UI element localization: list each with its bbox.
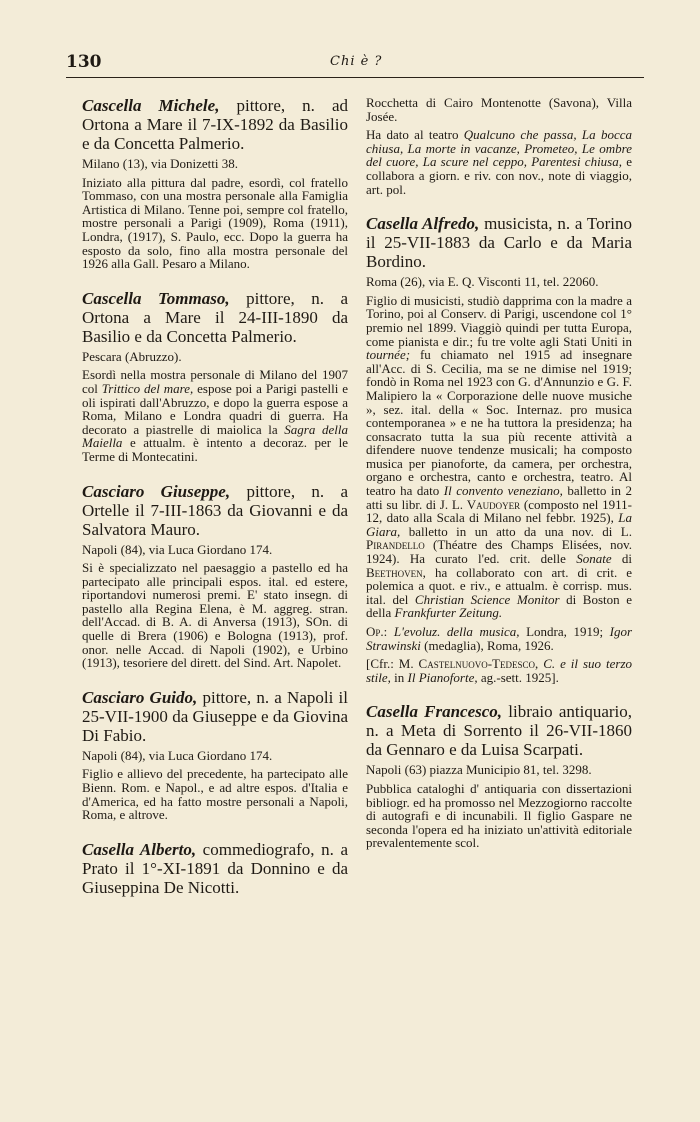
page-number: 130 [66, 52, 102, 72]
publication-title: Christian Science Monitor [414, 591, 560, 607]
entry-name: Casciaro Giuseppe, [82, 481, 231, 501]
bio-text: e collabora a giorn. e riv. con nov., note di viaggio, art. pol. [366, 154, 632, 197]
person-name: Vaudoyer [466, 496, 521, 512]
entry-name: Casella Francesco, [366, 702, 503, 722]
bio-text: fu chiamato nel 1915 ad insegnare all'Acc. di S. Cecilia, ma se ne dimise nel 1919; fondò in Roma nel 1923 con G. d'Annunzio e G. F. Malipiero la « Corporazione delle nuove musiche », sez. ital. della « Soc. Internaz. pro musica contemporanea » e ne ha tuttora la presidenza; ha consacrato tutta la sua più recente attività a difendere nuove tendenze musicali; ha composto musica per pianoforte, da camera, per orchestra, organo e orchestra, canto e orchestra, teatro. Al teatro ha dato [366, 347, 632, 499]
entry-heading [82, 289, 348, 346]
work-title: Trittico del mare, [101, 380, 194, 396]
entry-address: Napoli (84), via Luca Giordano 174. [82, 747, 273, 763]
bio-text: balletto in 2 atti su libr. di J. L. [366, 483, 632, 512]
entry-heading-text: libraio antiquario, n. a Meta di Sorrento il 26-VII-1860 da Gennaro e da Luisa Scarpati. [366, 702, 633, 760]
bio-text: (composto nel 1911-12, dato alla Scala di Milano nel febbr. 1925), [366, 496, 632, 526]
entry-heading [82, 482, 348, 539]
person-name: Pirandello [366, 537, 425, 553]
entry-biography [366, 128, 632, 196]
work-title: Sagra della Maiella [82, 421, 348, 451]
entry-heading [82, 96, 348, 153]
entry-biography: Si è specializzato nel paesaggio a pastello ed ha partecipato alle principali espos. ital. ed estere, riportandovi numerosi premi. E' stato insegn. di pastello alla Regina Elena, è M. aggreg. stran. dell'Accad. di B. A. di Anversa (1913), SOn. di quelle di Brera (1906) e Bologna (1913), prof. onor. nelle Accad. di Napoli (1902), e Urbino (1913), tesoriere del dirett. del Sind. Art. Napolet. [82, 560, 348, 671]
bio-text: [Cfr.: M. [366, 656, 419, 672]
entry-name: Casella Alfredo, [366, 214, 480, 234]
entry-name: Cascella Michele, [82, 96, 220, 115]
entry-references [366, 657, 632, 684]
work-title: Il convento veneziano, [443, 483, 563, 499]
entry-heading [366, 214, 632, 271]
bio-text: e attualm. è intento a decoraz. per le Terme di Montecatini. [82, 435, 348, 464]
entry-biography: Figlio e allievo del precedente, ha partecipato alle Bienn. Rom. e Napol., e ad altre espos. d'Italia e d'America, ed ha fatto mostre personali a Napoli, Roma, e altrove. [82, 766, 348, 823]
bio-text: ag.-sett. 1925]. [477, 669, 559, 685]
entry-name: Casella Alberto, [82, 839, 197, 859]
work-titles: Qualcuno che passa, La bocca chiusa, La morte in vacanze, Prometeo, Le ombre del cuore, La scure nel ceppo, Parentesi chiusa, [366, 127, 632, 170]
running-title: Chi è ? [330, 54, 383, 69]
entry-heading-text: commediografo, n. a Prato il 1°-XI-1891 da Donnino e da Giuseppina De Nicotti. [82, 839, 348, 897]
bio-text: (Théatre des Champs Elisées, nov. 1924). Ha curato l'ed. crit. delle [366, 537, 632, 567]
works-label: Op.: [366, 624, 388, 639]
entry-casella-alberto [82, 840, 348, 897]
header-rule [66, 77, 644, 78]
entry-biography [366, 294, 632, 620]
entry-biography [82, 368, 348, 463]
entry-heading-text: pittore, n. a Ortona a Mare il 24-III-1890 da Basilio e da Concetta Palmerio. [82, 288, 348, 346]
entry-address: Roma (26), via E. Q. Visconti 11, tel. 22060. [366, 274, 599, 290]
entry-cascella-michele [82, 96, 348, 271]
entry-heading-text: pittore, n. a Ortelle il 7-III-1863 da Giovanni e da Salvatora Mauro. [82, 481, 349, 539]
entry-heading [82, 688, 348, 745]
publication-title: Frankfurter Zeitung. [394, 605, 503, 621]
italic-term: tournée; [366, 347, 411, 363]
bio-text: Londra, 1919; [519, 624, 610, 639]
bio-text: balletto in un atto da una nov. di L. [400, 523, 632, 539]
entry-biography: Pubblica cataloghi d' antiquaria con dissertazioni bibliogr. ed ha promosso nel Mezzogiorno raccolte di autografi e di incunabili. Il figlio Gaspare ne seconda l'opera ed ha iniziato un'attività editoriale prevalentemente scol. [366, 780, 632, 851]
work-title: Igor Strawinski [366, 624, 633, 653]
entry-name: Cascella Tommaso, [82, 288, 230, 308]
entry-address: Napoli (84), via Luca Giordano 174. [82, 541, 273, 557]
entry-casella-alfredo [366, 214, 632, 684]
bio-text: Ha dato al teatro [366, 127, 464, 143]
entry-casella-francesco [366, 702, 632, 850]
entry-heading-text: pittore, n. ad Ortona a Mare il 7-IX-1892 da Basilio e da Concetta Palmerio. [82, 96, 348, 153]
person-name: Castelnuovo-Tedesco, [418, 656, 539, 672]
entry-heading-text: pittore, n. a Napoli il 25-VII-1900 da Giuseppe e da Giovina Di Fabio. [82, 687, 348, 745]
entry-address: Pescara (Abruzzo). [82, 348, 182, 364]
entry-heading [82, 840, 348, 897]
left-column [82, 96, 348, 915]
bio-text: Figlio di musicisti, studiò dapprima con la madre a Torino, poi al Conserv. di Parigi, uscendone col 1° premio nel 1899. Viaggiò quindi per tutta Europa, come pianista e dir.; fu tre volte agli Stati Uniti in [366, 292, 632, 349]
publication-title: Il Pianoforte, [407, 669, 478, 685]
entry-cascella-tommaso [82, 289, 348, 464]
entry-address: Napoli (63) piazza Municipio 81, tel. 3298. [366, 762, 592, 778]
work-title: C. e il suo terzo stile, [366, 656, 632, 685]
entry-name: Casciaro Guido, [82, 687, 198, 707]
entry-casciaro-guido [82, 688, 348, 822]
bio-text: Esordì nella mostra personale di Milano del 1907 col [82, 367, 348, 396]
work-title: Sonate [576, 551, 612, 567]
bio-text: espose poi a Parigi pastelli e oli ispirati dall'Abruzzo, e dopo la guerra espose a Roma, Milano e Londra quadri di guerra. Ha decorato a piastrelle di maiolica la [82, 380, 348, 437]
bio-text: di Boston e della [366, 591, 632, 621]
entry-address: Milano (13), via Donizetti 38. [82, 156, 238, 171]
entry-works [366, 625, 632, 652]
bio-text: ha collaborato con art. di crit. e polemica a quot. e riv., e attualm. è corrisp. mus. ital. del [366, 564, 632, 607]
work-title: L'evoluz. della musica, [393, 624, 520, 639]
bio-text: in [390, 669, 408, 685]
bio-text: di [611, 551, 632, 567]
page-header [66, 52, 646, 80]
entry-casciaro-giuseppe [82, 482, 348, 670]
entry-casella-alberto-continued [366, 96, 632, 196]
bio-text: (medaglia), Roma, 1926. [420, 637, 554, 653]
entry-address: Rocchetta di Cairo Montenotte (Savona), Villa Josée. [366, 95, 632, 124]
entry-heading [366, 702, 632, 759]
right-column [366, 96, 632, 868]
person-name: Beethoven, [366, 564, 426, 580]
entry-heading-text: musicista, n. a Torino il 25-VII-1883 da Carlo e da Maria Bordino. [366, 214, 632, 272]
work-title: La Giara, [366, 510, 632, 539]
entry-biography: Iniziato alla pittura dal padre, esordì, col fratello Tommaso, con una mostra personale alla Famiglia Artistica di Milano. Tenne poi, sempre col fratello, mostre personali a Parigi (1909), Roma (1911), Londra, (1917), S. Paulo, ecc. Dopo la guerra ha esposto da solo, fino alla mostra personale del 1926 alla Gall. Pesaro a Milano. [82, 174, 348, 272]
